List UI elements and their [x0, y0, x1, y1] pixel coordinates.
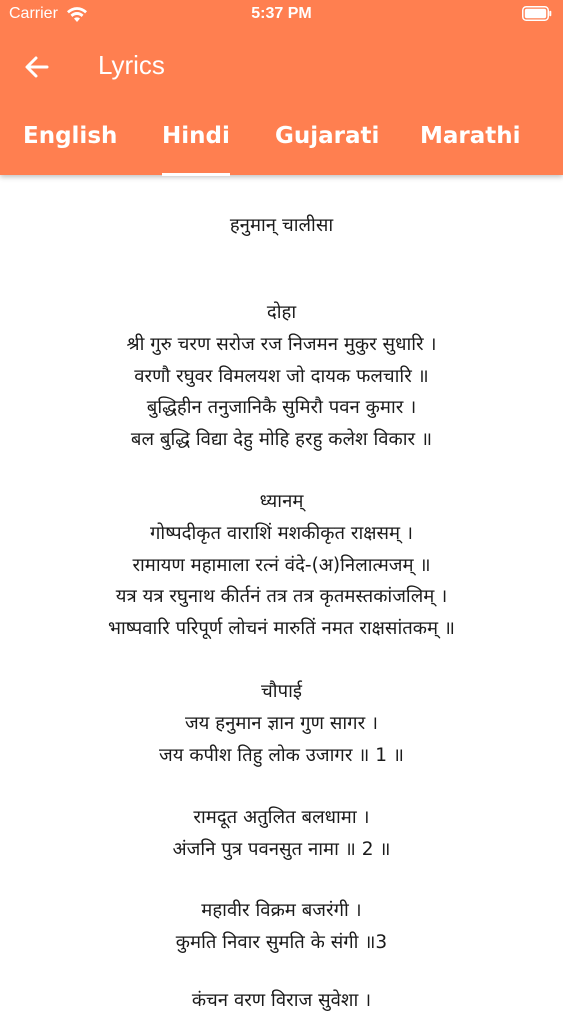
lyrics-line: बल बुद्धि विद्या देहु मोहि हरहु कलेश विकार ॥: [130, 429, 433, 451]
app-bar: [0, 0, 563, 175]
lyrics-title: हनुमान् चालीसा: [229, 215, 334, 236]
lyrics-line: गोष्पदीकृत वाराशिं मशकीकृत राक्षसम् ।: [150, 522, 413, 544]
lyrics-title-block: [0, 210, 563, 242]
lyrics-line: महावीर विक्रम बजरंगी ।: [201, 900, 362, 921]
dhyanam-section: [0, 486, 563, 645]
lyrics-line: जय कपीश तिहु लोक उजागर ॥ 1 ॥: [159, 744, 404, 766]
title-bar: [0, 30, 563, 105]
verse-4: [0, 985, 563, 1017]
lyrics-line: श्री गुरु चरण सरोज रज निजमन मुकुर सुधारि ।: [126, 333, 437, 355]
page-title: Lyrics: [98, 50, 165, 80]
carrier-label: Carrier: [9, 5, 58, 22]
lyrics-content[interactable]: [0, 175, 563, 1011]
lyrics-line: रामदूत अतुलित बलधामा ।: [193, 807, 370, 828]
language-tabs: [0, 105, 563, 175]
verse-3: [0, 895, 563, 959]
lyrics-line: बुद्धिहीन तनुजानिकै सुमिरौ पवन कुमार ।: [146, 397, 417, 419]
doha-section: [0, 297, 563, 456]
lyrics-line: कुमति निवार सुमति के संगी ॥3: [175, 931, 388, 953]
lyrics-line: वरणौ रघुवर विमलयश जो दायक फलचारि ॥: [134, 365, 429, 387]
tab-english[interactable]: English: [23, 123, 118, 149]
lyrics-line: जय हनुमान ज्ञान गुण सागर ।: [184, 712, 379, 734]
chaupai-section: [0, 676, 563, 771]
tab-hindi[interactable]: Hindi: [162, 123, 230, 149]
section-heading: ध्यानम्: [259, 491, 304, 512]
tab-marathi[interactable]: Marathi: [420, 123, 521, 149]
lyrics-line: यत्र यत्र रघुनाथ कीर्तनं तत्र तत्र कृतमस्तकांजलिम् ।: [115, 586, 448, 608]
section-heading: चौपाई: [261, 681, 302, 702]
status-bar: [0, 0, 563, 30]
tab-gujarati[interactable]: Gujarati: [275, 123, 380, 149]
back-arrow-icon[interactable]: [22, 52, 52, 82]
section-heading: दोहा: [266, 302, 297, 323]
lyrics-line: अंजनि पुत्र पवनसुत नामा ॥ 2 ॥: [172, 838, 391, 860]
battery-icon: [522, 6, 552, 21]
lyrics-line: रामायण महामाला रत्नं वंदे-(अ)निलात्मजम् ॥: [132, 554, 431, 576]
lyrics-line: भाष्पवारि परिपूर्ण लोचनं मारुतिं नमत राक्षसांतकम् ॥: [107, 618, 456, 640]
lyrics-line: कंचन वरण विराज सुवेशा ।: [191, 990, 372, 1011]
verse-2: [0, 802, 563, 866]
status-time: 5:37 PM: [251, 5, 312, 22]
